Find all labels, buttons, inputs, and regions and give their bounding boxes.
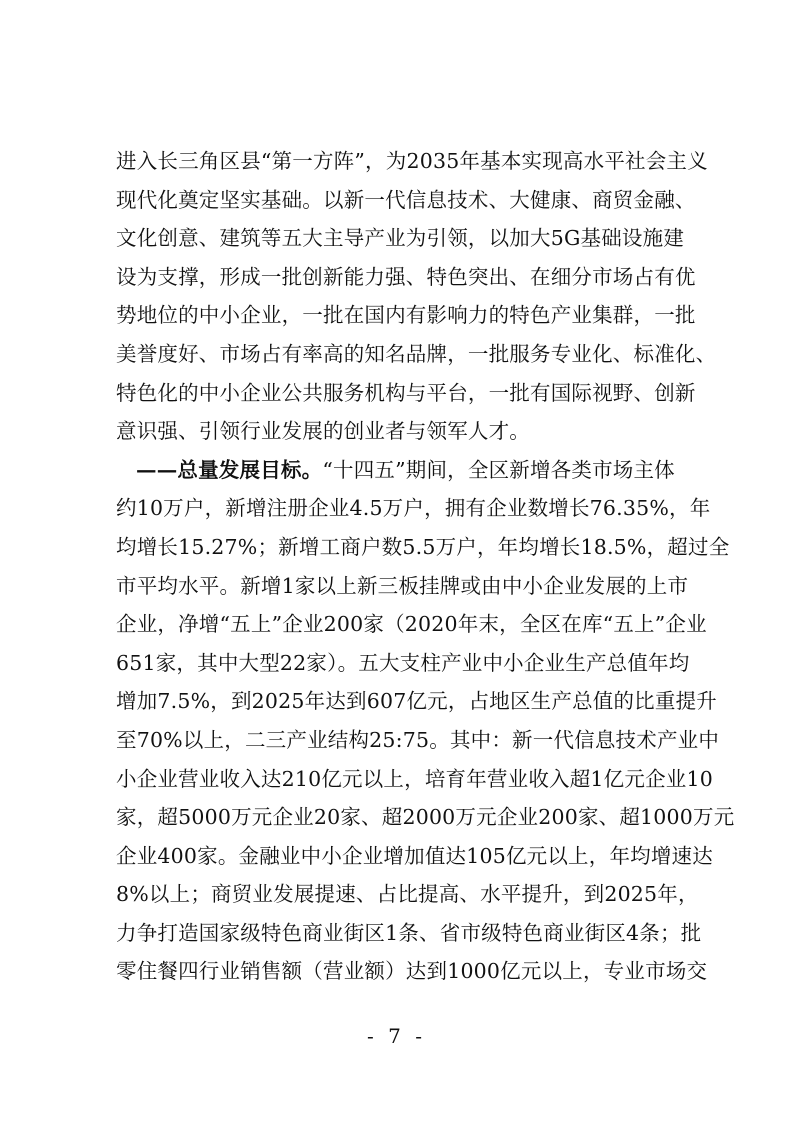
- text-line: 651家，其中大型22家）。五大支柱产业中小企业生产总值年均: [116, 650, 690, 675]
- text-line: 均增长15.27%；新增工商户数5.5万户，年均增长18.5%，超过全: [116, 534, 730, 559]
- text-run: “十四五”期间，全区新增各类市场主体: [322, 457, 675, 482]
- text-line: 力争打造国家级特色商业街区1条、省市级特色商业街区4条；批: [116, 920, 702, 945]
- text-line: 家，超5000万元企业20家、超2000万元企业200家、超1000万元: [116, 805, 735, 830]
- text-line: 小企业营业收入达210亿元以上，培育年营业收入超1亿元企业10: [116, 766, 713, 791]
- text-line: 至70%以上，二三产业结构25:75。其中：新一代信息技术产业中: [116, 727, 720, 752]
- page-number: - 7 -: [367, 1024, 426, 1048]
- text-line: 企业，净增“五上”企业200家（2020年末，全区在库“五上”企业: [116, 612, 707, 637]
- text-line: 增加7.5%，到2025年达到607亿元，占地区生产总值的比重提升: [116, 689, 717, 714]
- paragraph-total-targets: [116, 451, 735, 991]
- text-line: 特色化的中小企业公共服务机构与平台，一批有国际视野、创新: [116, 380, 696, 405]
- text-line: 文化创意、建筑等五大主导产业为引领，以加大5G基础设施建: [116, 226, 685, 251]
- text-line: 进入长三角区县“第一方阵”，为2035年基本实现高水平社会主义: [116, 149, 708, 173]
- text-line: 现代化奠定坚实基础。以新一代信息技术、大健康、商贸金融、: [116, 187, 696, 212]
- text-line: 意识强、引领行业发展的创业者与领军人才。: [116, 419, 530, 444]
- text-line: 设为支撑，形成一批创新能力强、特色突出、在细分市场占有优: [116, 264, 696, 289]
- text-line: 8%以上；商贸业发展提速、占比提高、水平提升，到2025年，: [116, 882, 699, 907]
- text-line: 企业400家。金融业中小企业增加值达105亿元以上，年均增速达: [116, 843, 713, 868]
- text-line: [116, 451, 696, 490]
- text-line: 势地位的中小企业，一批在国内有影响力的特色产业集群，一批: [116, 303, 696, 328]
- text-line: 美誉度好、市场占有率高的知名品牌，一批服务专业化、标准化、: [116, 341, 717, 366]
- text-line: 零住餐四行业销售额（营业额）达到1000亿元以上，专业市场交: [116, 959, 708, 984]
- paragraph-development-vision: [116, 142, 717, 451]
- text-line: 约10万户，新增注册企业4.5万户，拥有企业数增长76.35%，年: [116, 496, 711, 521]
- section-heading: ——总量发展目标。: [136, 457, 323, 482]
- text-line: 市平均水平。新增1家以上新三板挂牌或由中小企业发展的上市: [116, 573, 689, 598]
- document-body: [116, 142, 735, 991]
